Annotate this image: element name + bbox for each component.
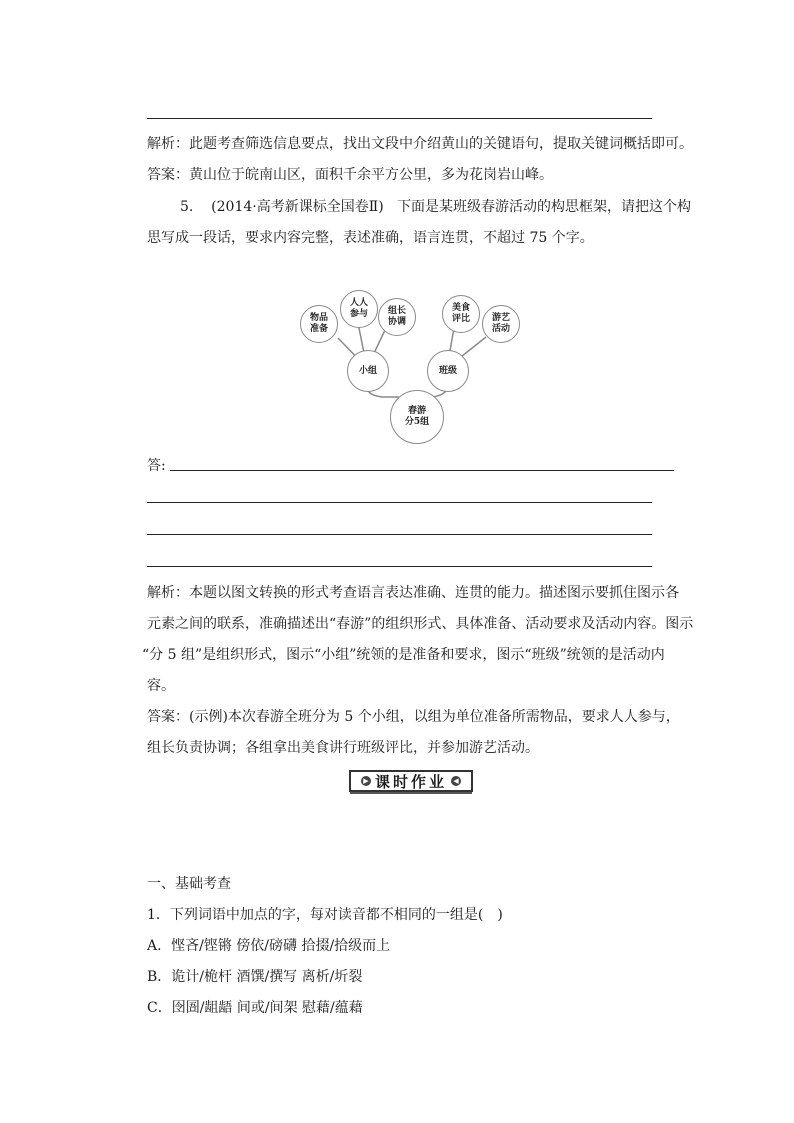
question-source: (2014·高考新课标全国卷Ⅱ) (211, 199, 384, 215)
node-games: 游艺 活动 (482, 305, 520, 343)
section-heading: 一、基础考查 (147, 876, 231, 892)
analysis-2-line2: 元素之间的联系，准确描述出“春游”的组织形式、具体准备、活动要求及活动内容。图示 (147, 616, 694, 632)
play-icon: ▶ (361, 776, 371, 786)
question-5-line1 (180, 197, 691, 217)
node-class: 班级 (427, 350, 469, 392)
answer-line-4[interactable] (147, 566, 652, 567)
option-c: C．囹圄/龃龉 间或/间架 慰藉/蕴藉 (147, 1000, 363, 1016)
question-1: 1．下列词语中加点的字，每对读音都不相同的一组是( ) (147, 907, 503, 923)
analysis-2-line4: 容。 (147, 678, 175, 694)
answer-1: 答案：黄山位于皖南山区，面积千余平方公里，多为花岗岩山峰。 (147, 167, 553, 183)
node-leader-coord: 组长 协调 (378, 298, 416, 336)
answer-2-line2: 组长负责协调；各组拿出美食讲行班级评比，并参加游艺活动。 (147, 740, 539, 756)
mind-map-diagram (290, 285, 530, 445)
option-b: B．诡计/桅杆 酒馔/撰写 离析/圻裂 (147, 969, 363, 985)
homework-title: 课时作业 (374, 772, 447, 791)
reverse-play-icon: ◀ (451, 776, 461, 786)
top-answer-line (147, 118, 652, 119)
option-a: A．悭吝/铿锵 傍依/磅礴 拾掇/拾级而上 (147, 938, 391, 954)
answer-line-1[interactable] (170, 470, 674, 471)
node-item-prep: 物品 准备 (300, 305, 338, 343)
question-text: 下面是某班级春游活动的构思框架，请把这个构 (397, 199, 692, 215)
homework-banner (349, 770, 473, 792)
node-group: 小组 (347, 350, 389, 392)
analysis-1: 解析：此题考查筛选信息要点，找出文段中介绍黄山的关键语句，提取关键词概括即可。 (147, 136, 693, 152)
answer-label: 答: (147, 458, 166, 474)
question-number: 5. (180, 199, 194, 215)
node-participation: 人人 参与 (340, 290, 378, 328)
answer-line-2[interactable] (147, 502, 652, 503)
question-5-line2: 思写成一段话，要求内容完整，表述准确，语言连贯，不超过 75 个字。 (147, 230, 594, 246)
answer-2-line1: 答案：(示例)本次春游全班分为 5 个小组，以组为单位准备所需物品，要求人人参与， (147, 709, 680, 725)
analysis-2-line3: “分 5 组”是组织形式，图示“小组”统领的是准备和要求，图示“班级”统领的是活动内 (142, 647, 665, 663)
answer-line-3[interactable] (147, 534, 652, 535)
node-root: 春游 分5组 (390, 390, 444, 444)
analysis-2-line1: 解析：本题以图文转换的形式考查语言表达准确、连贯的能力。描述图示要抓住图示各 (147, 585, 679, 601)
node-food-contest: 美食 评比 (442, 295, 480, 333)
